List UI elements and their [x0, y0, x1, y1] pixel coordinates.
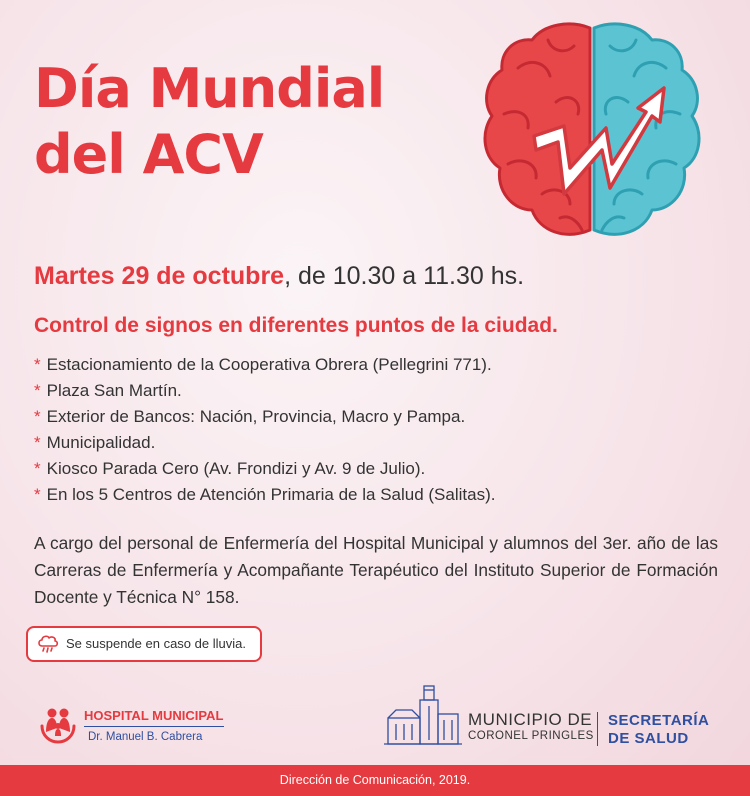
- location-text: Municipalidad.: [46, 433, 156, 452]
- section-heading: Control de signos en diferentes puntos de la ciudad.: [34, 314, 558, 337]
- municipality-line-1: MUNICIPIO DE: [468, 710, 593, 729]
- rain-notice-text: Se suspende en caso de lluvia.: [66, 636, 246, 651]
- rain-cloud-icon: [37, 634, 59, 654]
- staff-paragraph: A cargo del personal de Enfermería del Hospital Municipal y alumnos del 3er. año de las Carreras de Enfermería y Acompañante Terapéutico del Instituto Superior de Formación Docente y Técnica N° 158.: [34, 533, 718, 607]
- bullet-asterisk: *: [34, 355, 41, 374]
- divider: [597, 712, 598, 746]
- list-item: [34, 352, 495, 378]
- secretary-line-1: SECRETARÍA: [608, 712, 710, 729]
- divider: [84, 726, 224, 727]
- event-date: Martes 29 de octubre: [34, 262, 285, 290]
- rain-notice: [26, 626, 262, 662]
- list-item: [34, 430, 495, 456]
- municipality-line-2: CORONEL PRINGLES: [468, 730, 594, 742]
- location-text: Estacionamiento de la Cooperativa Obrera (Pellegrini 771).: [46, 355, 492, 374]
- hospital-subtitle: Dr. Manuel B. Cabrera: [88, 731, 203, 743]
- footer-text: Dirección de Comunicación, 2019.: [279, 773, 471, 787]
- bullet-asterisk: *: [34, 459, 41, 478]
- location-text: En los 5 Centros de Atención Primaria de la Salud (Salitas).: [46, 485, 496, 504]
- bullet-asterisk: *: [34, 407, 41, 426]
- bullet-asterisk: *: [34, 381, 41, 400]
- hospital-logo: [38, 700, 228, 750]
- page-title: [34, 56, 384, 188]
- secretary-line-2: DE SALUD: [608, 730, 689, 747]
- title-line-2: del ACV: [34, 123, 263, 186]
- location-text: Kiosco Parada Cero (Av. Frondizi y Av. 9 de Julio).: [46, 459, 426, 478]
- location-list: [34, 352, 495, 508]
- location-text: Plaza San Martín.: [46, 381, 182, 400]
- municipality-logo: [384, 684, 724, 750]
- list-item: [34, 378, 495, 404]
- brain-icon: [478, 18, 703, 250]
- list-item: [34, 482, 495, 508]
- bullet-asterisk: *: [34, 433, 41, 452]
- bullet-asterisk: *: [34, 485, 41, 504]
- event-schedule: [34, 262, 524, 291]
- event-time: , de 10.30 a 11.30 hs.: [284, 262, 525, 290]
- hospital-name: HOSPITAL MUNICIPAL: [84, 708, 224, 723]
- list-item: [34, 456, 495, 482]
- footer: [0, 765, 750, 796]
- hospital-family-icon: [38, 704, 78, 744]
- municipal-building-icon: [384, 684, 462, 746]
- location-text: Exterior de Bancos: Nación, Provincia, Macro y Pampa.: [46, 407, 466, 426]
- list-item: [34, 404, 495, 430]
- title-line-1: Día Mundial: [34, 57, 385, 120]
